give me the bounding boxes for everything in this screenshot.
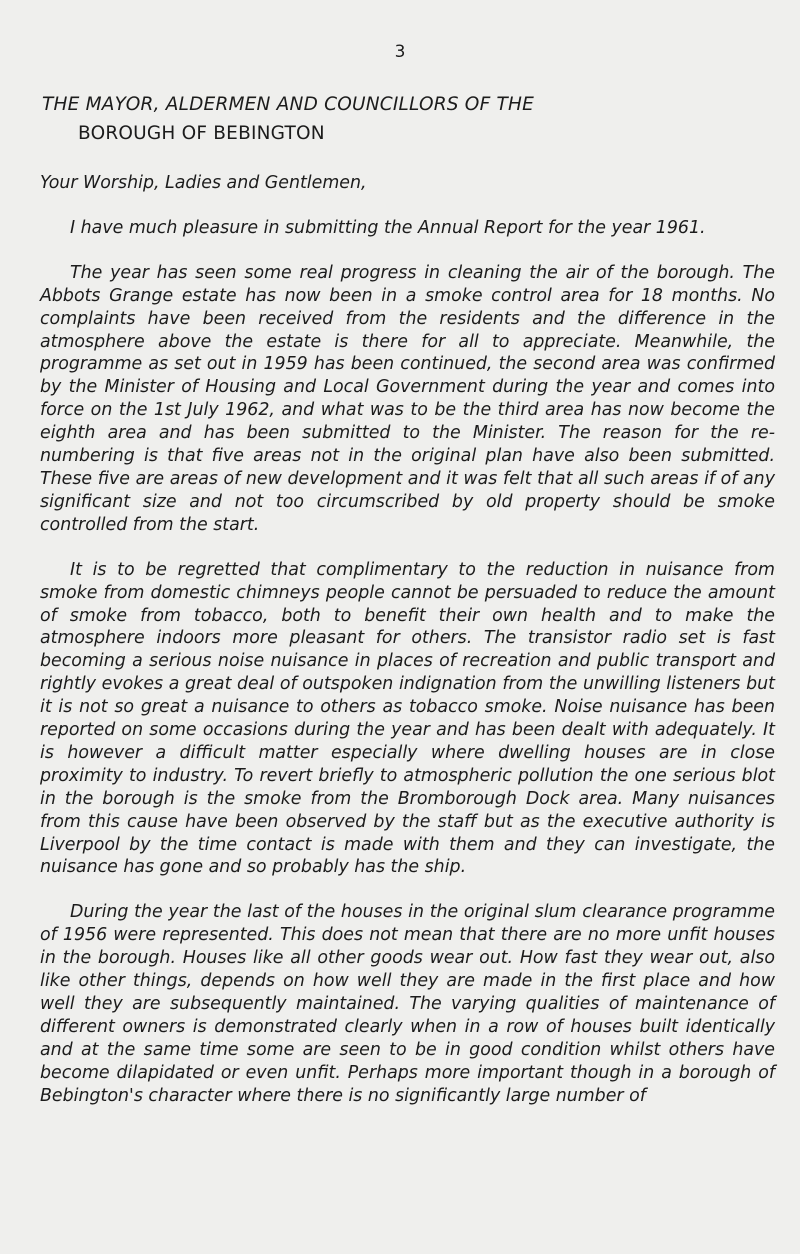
paragraph-3: It is to be regretted that complimentary to the reduction in nuisance from smoke from domestic chimneys people cannot be persuaded to reduce the amount of smoke from tobacco, both to benefit their own health and to make the atmosphere indoors more pleasant for others. The transistor radio set is fast becoming a serious noise nuisance in places of recreation and public transport and rightly evokes a great deal of outspoken indignation from the unwilling listeners but it is not so great a nuisance to others as tobacco smoke. Noise nuisance has been reported on some occasions during the year and has been dealt with adequately. It is however a difficult matter especially where dwelling houses are in close proximity to industry. To revert briefly to atmospheric pollution the one serious blot in the borough is the smoke from the Bromborough Dock area. Many nuisances from this cause have been observed by the staff but as the executive authority is Liverpool by the time contact is made with them and they can investigate, the nuisance has gone and so probably has the ship.: [40, 559, 775, 878]
report-heading: [42, 90, 762, 148]
salutation: Your Worship, Ladies and Gentlemen,: [40, 173, 367, 193]
page-number: 3: [394, 42, 406, 62]
paragraph-1: I have much pleasure in submitting the Annual Report for the year 1961.: [70, 217, 706, 238]
heading-line-1: THE MAYOR, ALDERMEN AND COUNCILLORS OF THE: [42, 94, 534, 115]
heading-line-2: BOROUGH OF BEBINGTON: [78, 123, 325, 144]
paragraph-4: During the year the last of the houses in the original slum clearance programme of 1956 were represented. This does not mean that there are no more unfit houses in the borough. Houses like all other goods wear out. How fast they wear out, also like other things, depends on how well they are made in the first place and how well they are subsequently maintained. The varying qualities of maintenance of different owners is demonstrated clearly when in a row of houses built identically and at the same time some are seen to be in good condition whilst others have become dilapidated or even unfit. Perhaps more important though in a borough of Bebington's character where there is no significantly large number of: [40, 902, 775, 1106]
letter-body: [40, 172, 775, 1108]
paragraph-2: The year has seen some real progress in cleaning the air of the borough. The Abbots Grange estate has now been in a smoke control area for 18 months. No complaints have been received from the residents and the difference in the atmosphere above the estate is there for all to appreciate. Meanwhile, the programme as set out in 1959 has been continued, the second area was confirmed by the Minister of Housing and Local Government during the year and comes into force on the 1st July 1962, and what was to be the third area has now become the eighth area and has been submitted to the Minister. The reason for the re-numbering is that five areas not in the original plan have also been submitted. These five are areas of new development and it was felt that all such areas if of any significant size and not too circumscribed by old property should be smoke controlled from the start.: [40, 262, 775, 535]
